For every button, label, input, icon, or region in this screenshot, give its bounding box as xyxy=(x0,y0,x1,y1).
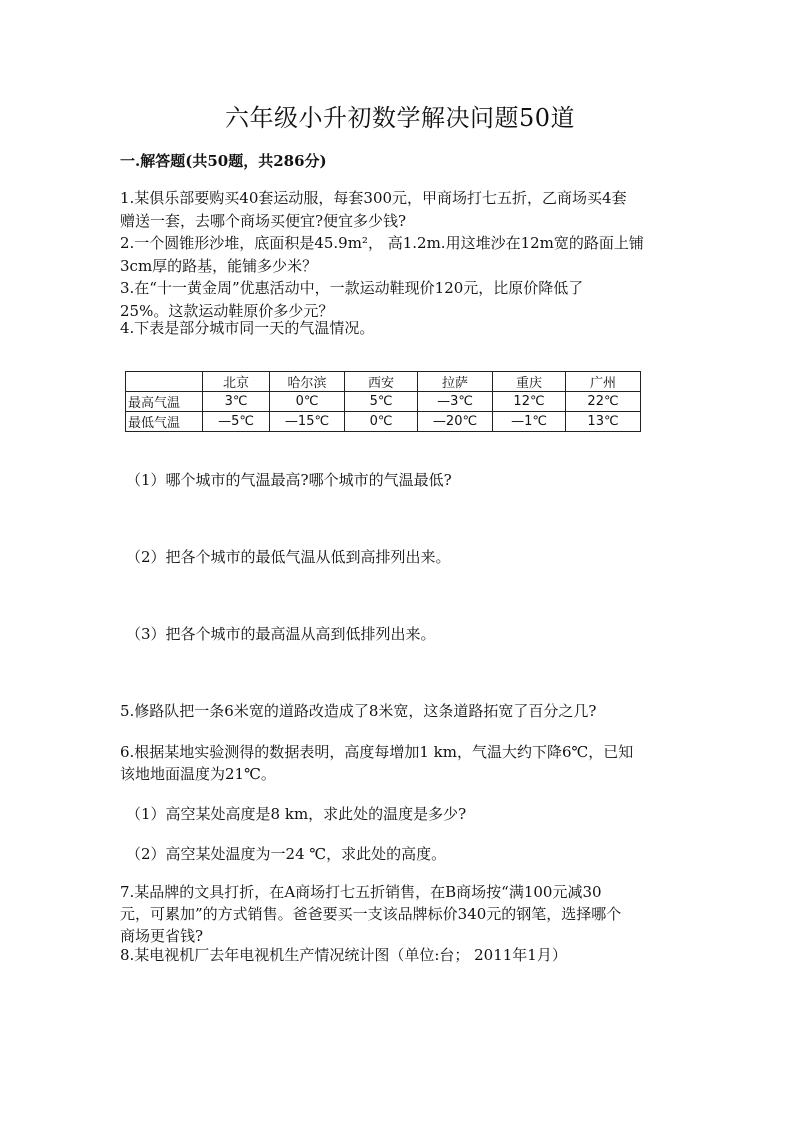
table-header-cell: 广州 xyxy=(566,372,641,392)
table-header-cell: 拉萨 xyxy=(418,372,493,392)
question-2-line-2: 3cm厚的路基，能铺多少米？ xyxy=(120,257,318,275)
question-6-line-2: 该地地面温度为21℃。 xyxy=(120,765,276,783)
table-header-cell: 北京 xyxy=(203,372,270,392)
question-5: 5.修路队把一条6米宽的道路改造成了8米宽，这条道路拓宽了百分之几? xyxy=(120,702,597,720)
question-4-part-2: （2）把各个城市的最低气温从低到高排列出来。 xyxy=(126,548,451,566)
table-cell: —3℃ xyxy=(418,392,493,412)
table-header-cell: 重庆 xyxy=(493,372,566,392)
question-7-line-2: 元，可累加”的方式销售。爸爸要买一支该品牌标价340元的钢笔，选择哪个 xyxy=(120,905,622,923)
table-cell: 22℃ xyxy=(566,392,641,412)
question-6-part-1: （1）高空某处高度是8 km，求此处的温度是多少? xyxy=(126,805,467,823)
table-cell: 0℃ xyxy=(345,412,418,432)
table-header-cell: 哈尔滨 xyxy=(270,372,345,392)
table-cell: 3℃ xyxy=(203,392,270,412)
question-6-line-1: 6.根据某地实验测得的数据表明，高度每增加1 km，气温大约下降6℃，已知 xyxy=(120,743,634,761)
question-1-line-2: 赠送一套，去哪个商场买便宜?便宜多少钱? xyxy=(120,212,407,230)
question-2-line-1: 2.一个圆锥形沙堆，底面积是45.9m²， 高1.2m.用这堆沙在12m宽的路面上铺 xyxy=(120,234,644,252)
question-4: 4.下表是部分城市同一天的气温情况。 xyxy=(120,319,375,337)
table-cell: —1℃ xyxy=(493,412,566,432)
table-cell: 0℃ xyxy=(270,392,345,412)
table-row xyxy=(126,392,641,412)
question-7-line-1: 7.某品牌的文具打折，在A商场打七五折销售，在B商场按“满100元减30 xyxy=(120,883,602,901)
table-cell: 12℃ xyxy=(493,392,566,412)
question-3-line-2: 25%。这款运动鞋原价多少元？ xyxy=(120,302,334,320)
table-row xyxy=(126,412,641,432)
row-label-high: 最高气温 xyxy=(126,392,203,412)
question-8: 8.某电视机厂去年电视机生产情况统计图（单位:台； 2011年1月） xyxy=(120,946,567,964)
table-cell: 5℃ xyxy=(345,392,418,412)
question-7-line-3: 商场更省钱? xyxy=(120,927,204,945)
table-cell: —5℃ xyxy=(203,412,270,432)
document-title: 六年级小升初数学解决问题50道 xyxy=(224,104,576,132)
row-label-low: 最低气温 xyxy=(126,412,203,432)
question-4-part-1: （1）哪个城市的气温最高?哪个城市的气温最低? xyxy=(126,471,452,489)
question-4-part-3: （3）把各个城市的最高温从高到低排列出来。 xyxy=(126,625,436,643)
table-cell: —15℃ xyxy=(270,412,345,432)
table-corner-cell xyxy=(126,372,203,392)
table-header-row xyxy=(126,372,641,392)
question-6-part-2: （2）高空某处温度为一24 ℃，求此处的高度。 xyxy=(126,845,447,863)
section-heading: 一.解答题(共50题，共286分) xyxy=(120,152,327,170)
table-cell: 13℃ xyxy=(566,412,641,432)
question-1-line-1: 1.某俱乐部要购买40套运动服，每套300元，甲商场打七五折，乙商场买4套 xyxy=(120,189,627,207)
temperature-table xyxy=(125,371,641,432)
question-3-line-1: 3.在“十一黄金周”优惠活动中，一款运动鞋现价120元，比原价降低了 xyxy=(120,279,584,297)
table-cell: —20℃ xyxy=(418,412,493,432)
table-header-cell: 西安 xyxy=(345,372,418,392)
